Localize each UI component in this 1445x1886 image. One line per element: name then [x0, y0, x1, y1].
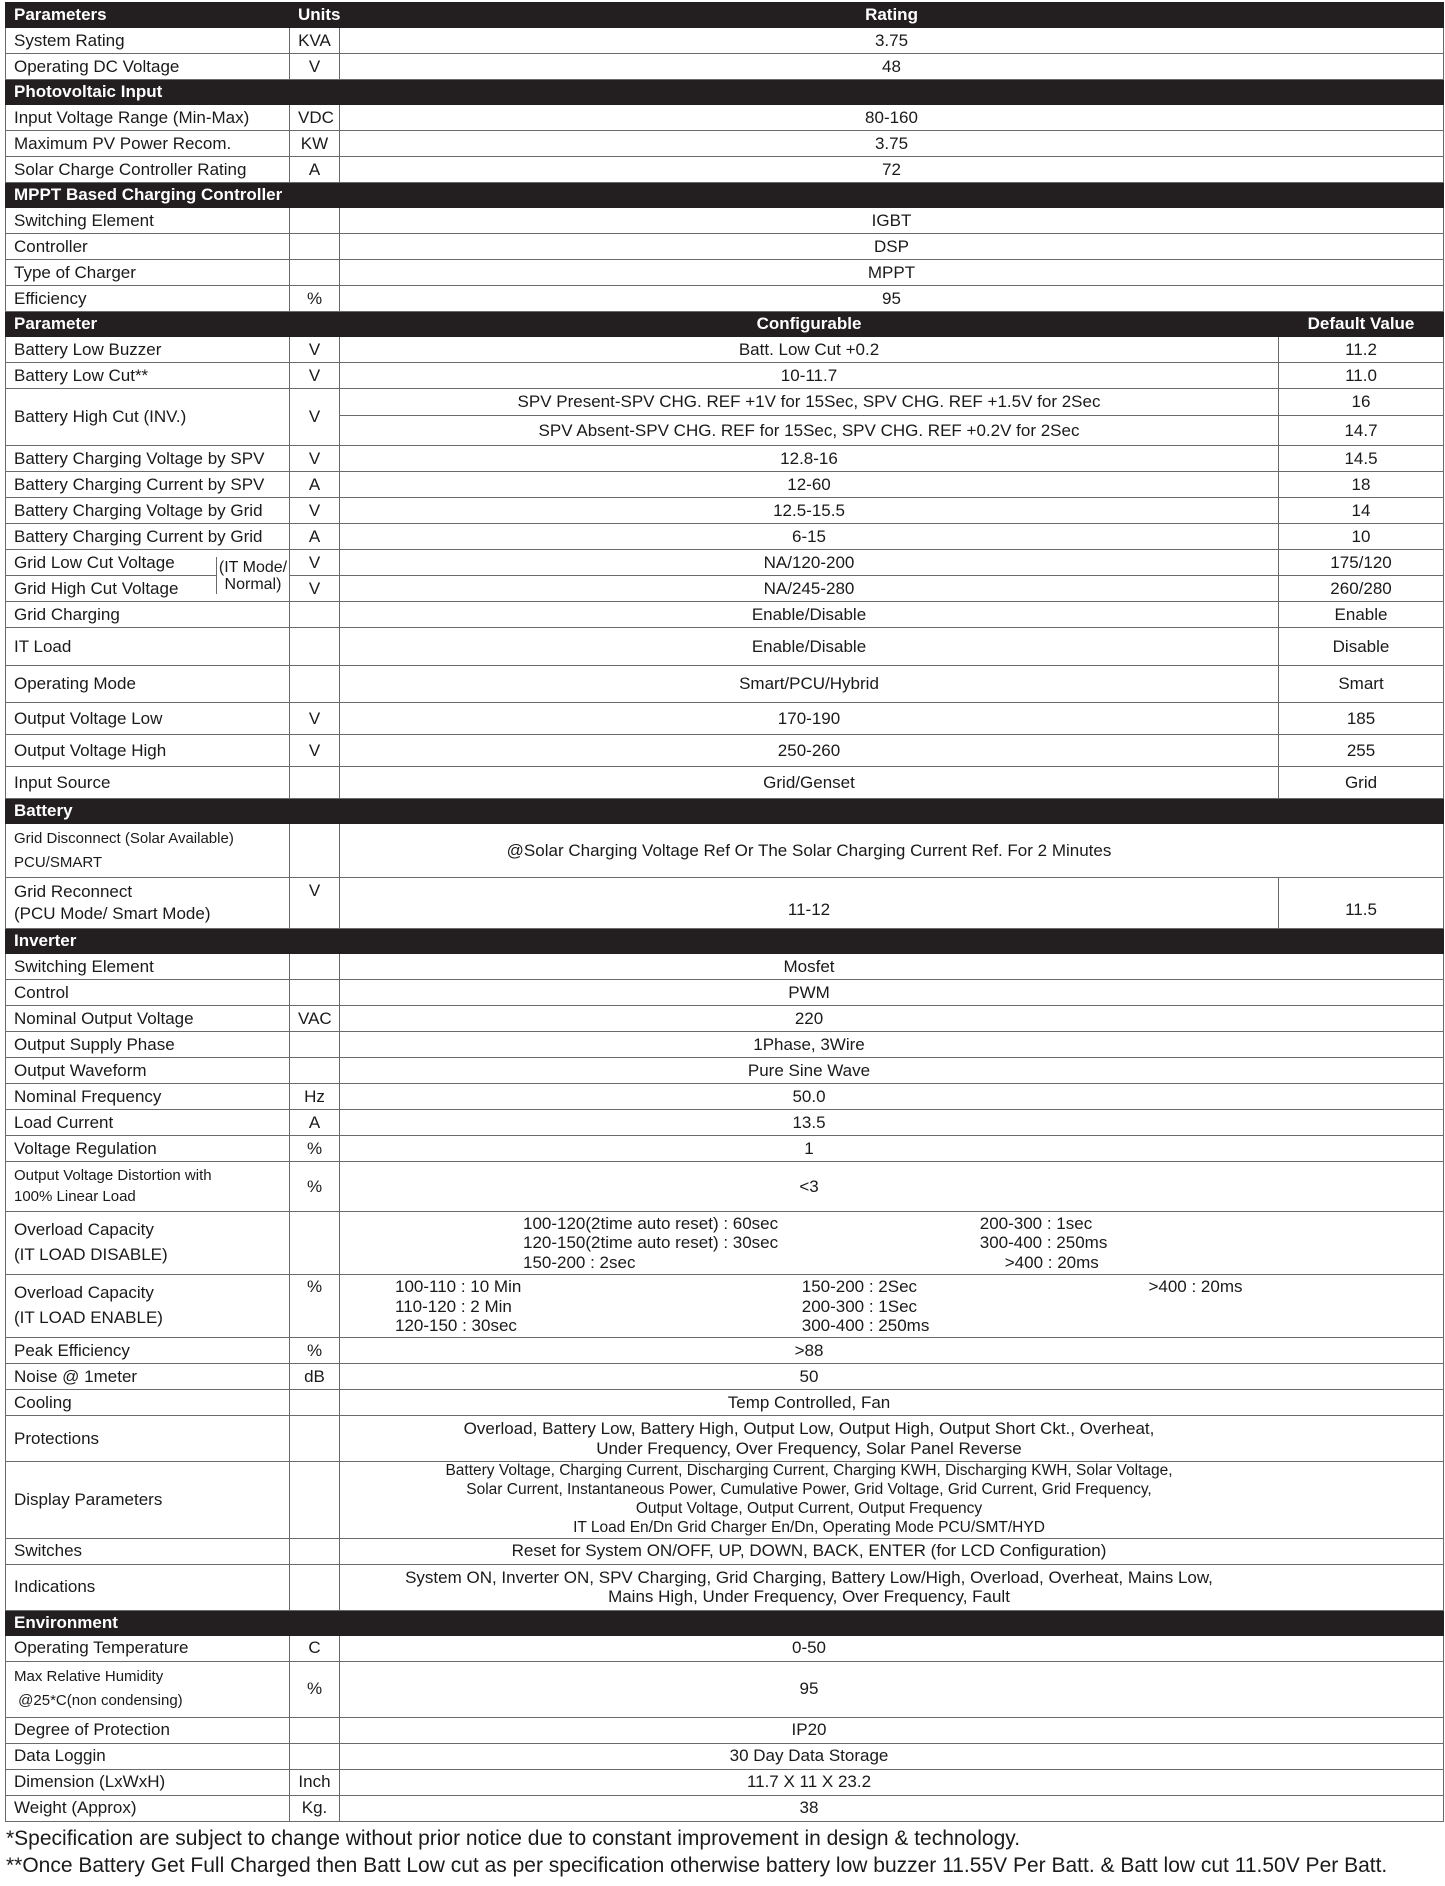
value: 12.5-15.5 — [340, 498, 1279, 524]
label-line2: 100% Linear Load — [14, 1187, 136, 1205]
label: Battery Charging Voltage by SPV — [6, 446, 290, 472]
value: 11.7 X 11 X 23.2 — [340, 1769, 1444, 1795]
row-batt-chg-i-spv — [6, 472, 1444, 498]
unit — [290, 1717, 340, 1743]
value: 1Phase, 3Wire — [340, 1032, 1444, 1058]
label: Switches — [6, 1538, 290, 1564]
value: 80-160 — [340, 105, 1444, 131]
row-overload-disable — [6, 1212, 1444, 1275]
row-op-temp — [6, 1635, 1444, 1661]
value: Enable/Disable — [340, 628, 1279, 666]
unit — [290, 954, 340, 980]
value: 12.8-16 — [340, 446, 1279, 472]
label: Indications — [6, 1564, 290, 1610]
row-solar-cc-rating — [6, 157, 1444, 183]
value: Smart/PCU/Hybrid — [340, 666, 1279, 703]
label: Operating Temperature — [6, 1635, 290, 1661]
label: System Rating — [6, 28, 290, 54]
label: Operating DC Voltage — [6, 54, 290, 80]
specification-table — [5, 2, 1444, 1822]
label: Weight (Approx) — [6, 1795, 290, 1821]
row-efficiency — [6, 286, 1444, 312]
value: 48 — [340, 54, 1444, 80]
overload-enable-values — [340, 1275, 1444, 1338]
default: Enable — [1279, 602, 1444, 628]
section-header-inverter — [6, 929, 1444, 954]
value: 30 Day Data Storage — [340, 1743, 1444, 1769]
overload-enable-col-b — [802, 1277, 1144, 1336]
row-op-dc-voltage — [6, 54, 1444, 80]
label-cell — [6, 824, 290, 878]
unit: V — [290, 703, 340, 735]
section-title: Photovoltaic Input — [6, 80, 1444, 105]
display-line: Battery Voltage, Charging Current, Discharging Current, Charging KWH, Discharging KWH, Solar Voltage, — [445, 1462, 1173, 1479]
default: 16 — [1279, 389, 1444, 416]
row-dimension — [6, 1769, 1444, 1795]
label: Output Waveform — [6, 1058, 290, 1084]
row-system-rating — [6, 28, 1444, 54]
value: 6-15 — [340, 524, 1279, 550]
row-it-load — [6, 628, 1444, 666]
value: 95 — [340, 286, 1444, 312]
label: Output Voltage High — [6, 735, 290, 767]
overload-disable-col-a — [523, 1214, 975, 1273]
unit: Hz — [290, 1084, 340, 1110]
value: 170-190 — [340, 703, 1279, 735]
label: Input Source — [6, 767, 290, 799]
value: Pure Sine Wave — [340, 1058, 1444, 1084]
header-configurable: Configurable — [340, 312, 1279, 337]
value: 50 — [340, 1364, 1444, 1390]
default: 260/280 — [1279, 576, 1444, 602]
value: MPPT — [340, 260, 1444, 286]
value: 250-260 — [340, 735, 1279, 767]
row-batt-low-buzzer — [6, 337, 1444, 363]
default: 11.0 — [1279, 363, 1444, 389]
label: Battery Charging Current by SPV — [6, 472, 290, 498]
header-row-config — [6, 312, 1444, 337]
value: 10-11.7 — [340, 363, 1279, 389]
default: 185 — [1279, 703, 1444, 735]
default: 14.7 — [1279, 416, 1444, 446]
label: Protections — [6, 1416, 290, 1462]
header-default-value: Default Value — [1279, 312, 1444, 337]
value: 72 — [340, 157, 1444, 183]
overload-item: 150-200 : 2sec — [523, 1252, 636, 1272]
overload-item: 300-400 : 250ms — [979, 1233, 1108, 1253]
protections-values — [340, 1416, 1444, 1462]
label: Battery Low Cut** — [6, 363, 290, 389]
row-charger-type — [6, 260, 1444, 286]
value: 12-60 — [340, 472, 1279, 498]
overload-enable-col-a — [395, 1277, 797, 1336]
overload-item: 110-120 : 2 Min — [395, 1296, 512, 1316]
row-batt-low-cut — [6, 363, 1444, 389]
label: Maximum PV Power Recom. — [6, 131, 290, 157]
value: DSP — [340, 234, 1444, 260]
row-max-pv-power — [6, 131, 1444, 157]
label-line1: Overload Capacity — [14, 1220, 154, 1240]
unit: VDC — [290, 105, 340, 131]
overload-item: 100-110 : 10 Min — [395, 1277, 522, 1296]
header-row-main — [6, 3, 1444, 28]
overload-item: >400 : 20ms — [1004, 1252, 1099, 1272]
value: IGBT — [340, 208, 1444, 234]
default: 11.2 — [1279, 337, 1444, 363]
label: Voltage Regulation — [6, 1136, 290, 1162]
value: 0-50 — [340, 1635, 1444, 1661]
label-line2: (PCU Mode/ Smart Mode) — [14, 904, 211, 923]
label: Cooling — [6, 1390, 290, 1416]
label-line2: PCU/SMART — [14, 853, 103, 871]
display-line: Output Voltage, Output Current, Output Frequency — [635, 1499, 983, 1517]
overload-item: 200-300 : 1sec — [979, 1213, 1093, 1233]
label: Battery Charging Voltage by Grid — [6, 498, 290, 524]
display-params-values — [340, 1462, 1444, 1539]
unit: % — [290, 1338, 340, 1364]
label: Operating Mode — [6, 666, 290, 703]
default: 10 — [1279, 524, 1444, 550]
unit — [290, 1462, 340, 1539]
value: Batt. Low Cut +0.2 — [340, 337, 1279, 363]
unit: V — [290, 498, 340, 524]
label-line2: (IT LOAD ENABLE) — [14, 1308, 163, 1327]
label: Degree of Protection — [6, 1717, 290, 1743]
label-line1: Grid Disconnect (Solar Available) — [14, 829, 234, 847]
footnote-1: *Specification are subject to change without prior notice due to constant improvement in design & technology. — [6, 1826, 1021, 1850]
row-input-source — [6, 767, 1444, 799]
row-peak-efficiency — [6, 1338, 1444, 1364]
unit: % — [290, 286, 340, 312]
value: NA/120-200 — [340, 550, 1279, 576]
row-indications — [6, 1564, 1444, 1610]
section-header-battery — [6, 799, 1444, 824]
row-batt-chg-v-spv — [6, 446, 1444, 472]
value: PWM — [340, 980, 1444, 1006]
display-line: IT Load En/Dn Grid Charger En/Dn, Operating Mode PCU/SMT/HYD — [573, 1518, 1045, 1536]
label: Switching Element — [6, 208, 290, 234]
label: Controller — [6, 234, 290, 260]
unit: KVA — [290, 28, 340, 54]
label: Battery Charging Current by Grid — [6, 524, 290, 550]
value: NA/245-280 — [340, 576, 1279, 602]
header-units: Units — [290, 3, 340, 28]
unit: V — [290, 363, 340, 389]
default: 18 — [1279, 472, 1444, 498]
default: 11.5 — [1279, 878, 1444, 929]
label: Grid High Cut Voltage — [6, 576, 290, 602]
row-switches — [6, 1538, 1444, 1564]
row-output-phase — [6, 1032, 1444, 1058]
row-data-loggin — [6, 1743, 1444, 1769]
unit: V — [290, 389, 340, 446]
section-title: Battery — [6, 799, 1444, 824]
label-cell — [6, 1661, 290, 1717]
unit — [290, 602, 340, 628]
value: >88 — [340, 1338, 1444, 1364]
label-cell — [6, 878, 290, 929]
row-batt-chg-v-grid — [6, 498, 1444, 524]
value: 11-12 — [340, 878, 1279, 929]
unit — [290, 1416, 340, 1462]
value: 1 — [340, 1136, 1444, 1162]
unit — [290, 1564, 340, 1610]
label: Switching Element — [6, 954, 290, 980]
overload-disable-col-b — [980, 1214, 1108, 1273]
row-operating-mode — [6, 666, 1444, 703]
row-grid-disconnect — [6, 824, 1444, 878]
default: 255 — [1279, 735, 1444, 767]
row-noise — [6, 1364, 1444, 1390]
value: 13.5 — [340, 1110, 1444, 1136]
label: Display Parameters — [6, 1462, 290, 1539]
overload-item: 100-120(2time auto reset) : 60sec — [523, 1213, 779, 1233]
row-protection-degree — [6, 1717, 1444, 1743]
value: 50.0 — [340, 1084, 1444, 1110]
unit: % — [290, 1136, 340, 1162]
default: 14.5 — [1279, 446, 1444, 472]
unit — [290, 1538, 340, 1564]
label-line1: Max Relative Humidity — [14, 1668, 164, 1686]
label-cell — [6, 1162, 290, 1212]
value: Enable/Disable — [340, 602, 1279, 628]
unit: KW — [290, 131, 340, 157]
unit: A — [290, 472, 340, 498]
unit: V — [290, 337, 340, 363]
row-grid-charging — [6, 602, 1444, 628]
value: 220 — [340, 1006, 1444, 1032]
section-title: MPPT Based Charging Controller — [6, 183, 1444, 208]
label: Battery High Cut (INV.) — [6, 389, 290, 446]
unit: % — [290, 1661, 340, 1717]
unit: % — [290, 1275, 340, 1338]
spec-sheet — [0, 2, 1445, 1880]
value: SPV Absent-SPV CHG. REF for 15Sec, SPV CHG. REF +0.2V for 2Sec — [340, 416, 1279, 446]
unit: A — [290, 524, 340, 550]
row-nominal-output-v — [6, 1006, 1444, 1032]
row-protections — [6, 1416, 1444, 1462]
unit: V — [290, 550, 340, 576]
value: 3.75 — [340, 131, 1444, 157]
value: 3.75 — [340, 28, 1444, 54]
row-grid-low-cut — [6, 550, 1444, 576]
row-output-waveform — [6, 1058, 1444, 1084]
indications-line: Mains High, Under Frequency, Over Frequency, Fault — [608, 1587, 1010, 1607]
label: Solar Charge Controller Rating — [6, 157, 290, 183]
label: Peak Efficiency — [6, 1338, 290, 1364]
row-controller — [6, 234, 1444, 260]
value: @Solar Charging Voltage Ref Or The Solar Charging Current Ref. For 2 Minutes — [340, 824, 1444, 878]
label: Nominal Frequency — [6, 1084, 290, 1110]
row-batt-high-cut — [6, 389, 1444, 416]
unit: Inch — [290, 1769, 340, 1795]
header-parameter: Parameter — [6, 312, 340, 337]
label-line1: Grid Reconnect — [14, 881, 133, 901]
label: Data Loggin — [6, 1743, 290, 1769]
grid-mode-note — [216, 557, 289, 594]
unit — [290, 234, 340, 260]
grid-mode-note-line1: (IT Mode/ — [218, 558, 288, 576]
row-inv-switching — [6, 954, 1444, 980]
value: 95 — [340, 1661, 1444, 1717]
default: 175/120 — [1279, 550, 1444, 576]
overload-item: 150-200 : 2Sec — [801, 1277, 918, 1296]
overload-item: 200-300 : 1Sec — [801, 1296, 918, 1316]
row-output-distortion — [6, 1162, 1444, 1212]
unit — [290, 666, 340, 703]
unit — [290, 208, 340, 234]
label: Input Voltage Range (Min-Max) — [6, 105, 290, 131]
unit: V — [290, 576, 340, 602]
unit: C — [290, 1635, 340, 1661]
unit — [290, 980, 340, 1006]
label-line2: @25*C(non condensing) — [14, 1692, 183, 1710]
unit: A — [290, 157, 340, 183]
row-input-voltage-range — [6, 105, 1444, 131]
header-rating: Rating — [340, 3, 1444, 28]
unit: V — [290, 735, 340, 767]
unit: V — [290, 54, 340, 80]
unit — [290, 767, 340, 799]
unit: % — [290, 1162, 340, 1212]
value: Temp Controlled, Fan — [340, 1390, 1444, 1416]
grid-mode-note-line2: Normal) — [224, 576, 282, 594]
row-grid-reconnect — [6, 878, 1444, 929]
label: IT Load — [6, 628, 290, 666]
label: Dimension (LxWxH) — [6, 1769, 290, 1795]
protections-line: Overload, Battery Low, Battery High, Output Low, Output High, Output Short Ckt., Overheat, — [463, 1418, 1155, 1438]
section-title: Environment — [6, 1610, 1444, 1635]
label-line1: Overload Capacity — [14, 1283, 154, 1303]
label: Grid Low Cut Voltage — [14, 552, 175, 572]
row-output-v-high — [6, 735, 1444, 767]
row-cooling — [6, 1390, 1444, 1416]
overload-item: 120-150(2time auto reset) : 30sec — [523, 1233, 779, 1253]
default: 14 — [1279, 498, 1444, 524]
section-header-mppt — [6, 183, 1444, 208]
overload-enable-col-c — [1148, 1277, 1242, 1297]
footnotes — [0, 1825, 1445, 1880]
label-line1: Output Voltage Distortion with — [14, 1167, 212, 1185]
label: Battery Low Buzzer — [6, 337, 290, 363]
overload-disable-values — [340, 1212, 1444, 1275]
indications-line: System ON, Inverter ON, SPV Charging, Grid Charging, Battery Low/High, Overload, Overheat, Mains Low, — [405, 1567, 1213, 1587]
unit — [290, 1390, 340, 1416]
display-line: Solar Current, Instantaneous Power, Cumulative Power, Grid Voltage, Grid Current, Grid Frequency, — [466, 1480, 1152, 1498]
overload-item: >400 : 20ms — [1148, 1277, 1243, 1296]
unit: V — [290, 446, 340, 472]
row-load-current — [6, 1110, 1444, 1136]
unit — [290, 1058, 340, 1084]
row-humidity — [6, 1661, 1444, 1717]
unit — [290, 1212, 340, 1275]
footnote-2: **Once Battery Get Full Charged then Batt Low cut as per specification otherwise battery low buzzer 11.55V Per Batt. & Batt low cut 11.50V Per Batt. — [6, 1854, 1388, 1878]
label: Efficiency — [6, 286, 290, 312]
label: Output Voltage Low — [6, 703, 290, 735]
value: Mosfet — [340, 954, 1444, 980]
value: <3 — [340, 1162, 1444, 1212]
header-parameters: Parameters — [6, 3, 290, 28]
unit: dB — [290, 1364, 340, 1390]
unit — [290, 260, 340, 286]
row-display-params — [6, 1462, 1444, 1539]
unit: V — [290, 878, 340, 929]
indications-values — [340, 1564, 1444, 1610]
value: Grid/Genset — [340, 767, 1279, 799]
row-control — [6, 980, 1444, 1006]
label: Nominal Output Voltage — [6, 1006, 290, 1032]
overload-item: 300-400 : 250ms — [801, 1316, 930, 1336]
row-weight — [6, 1795, 1444, 1821]
label: Noise @ 1meter — [6, 1364, 290, 1390]
row-output-v-low — [6, 703, 1444, 735]
label: Load Current — [6, 1110, 290, 1136]
unit — [290, 628, 340, 666]
unit: A — [290, 1110, 340, 1136]
section-title: Inverter — [6, 929, 1444, 954]
label-line2: (IT LOAD DISABLE) — [14, 1245, 168, 1264]
value: SPV Present-SPV CHG. REF +1V for 15Sec, SPV CHG. REF +1.5V for 2Sec — [340, 389, 1279, 416]
label: Grid Charging — [6, 602, 290, 628]
value: Reset for System ON/OFF, UP, DOWN, BACK, ENTER (for LCD Configuration) — [340, 1538, 1444, 1564]
row-nominal-freq — [6, 1084, 1444, 1110]
label: Type of Charger — [6, 260, 290, 286]
label-cell — [6, 1275, 290, 1338]
section-header-environment — [6, 1610, 1444, 1635]
default: Smart — [1279, 666, 1444, 703]
row-batt-chg-i-grid — [6, 524, 1444, 550]
row-overload-enable — [6, 1275, 1444, 1338]
unit — [290, 1032, 340, 1058]
row-mppt-switching — [6, 208, 1444, 234]
default: Grid — [1279, 767, 1444, 799]
label-cell — [6, 1212, 290, 1275]
unit: Kg. — [290, 1795, 340, 1821]
unit — [290, 824, 340, 878]
label: Output Supply Phase — [6, 1032, 290, 1058]
row-voltage-regulation — [6, 1136, 1444, 1162]
value: 38 — [340, 1795, 1444, 1821]
section-header-pv — [6, 80, 1444, 105]
default: Disable — [1279, 628, 1444, 666]
label: Control — [6, 980, 290, 1006]
overload-item: 120-150 : 30sec — [395, 1316, 517, 1336]
unit — [290, 1743, 340, 1769]
unit: VAC — [290, 1006, 340, 1032]
protections-line: Under Frequency, Over Frequency, Solar Panel Reverse — [596, 1438, 1022, 1458]
value: IP20 — [340, 1717, 1444, 1743]
